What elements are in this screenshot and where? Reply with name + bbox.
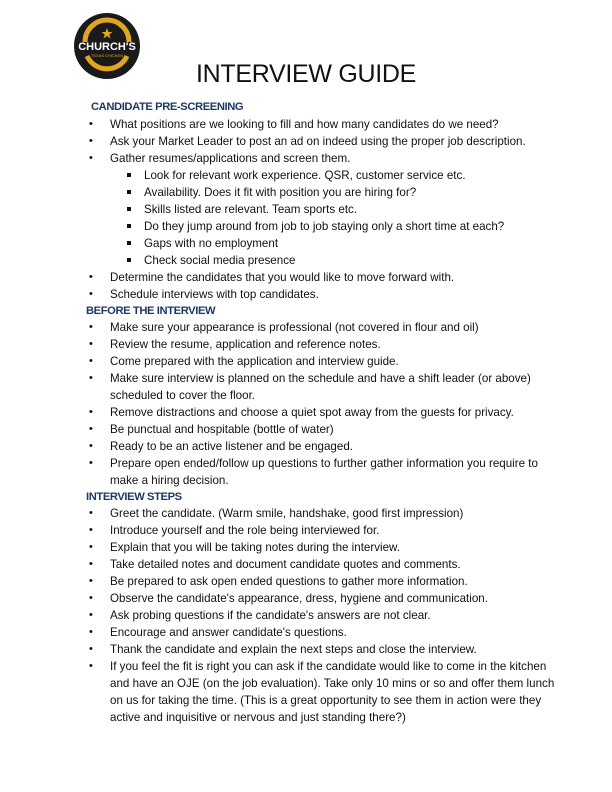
list-item: • Thank the candidate and explain the next steps and close the interview. (86, 641, 556, 658)
logo-brand-text: CHURCH'S (78, 41, 136, 53)
list-item: • Come prepared with the application and interview guide. (86, 353, 556, 370)
list-item: • Ask probing questions if the candidate's answers are not clear. (86, 607, 556, 624)
list-item: • Ask your Market Leader to post an ad on indeed using the proper job description. (86, 133, 556, 150)
list-item: • Schedule interviews with top candidates. (86, 286, 556, 303)
list-item: • Ready to be an active listener and be engaged. (86, 438, 556, 455)
list-item: • Gather resumes/applications and screen them. (86, 150, 556, 167)
logo-tagline-text: TEXAS CHICKEN (90, 53, 124, 58)
pre-screening-list (86, 116, 556, 303)
page-title: INTERVIEW GUIDE (195, 60, 417, 88)
sub-list-item: Gaps with no employment (86, 235, 556, 252)
section-heading-interview-steps: INTERVIEW STEPS (86, 491, 182, 503)
list-item: • Review the resume, application and reference notes. (86, 336, 556, 353)
sub-list-item: Skills listed are relevant. Team sports etc. (86, 201, 556, 218)
sub-list-item: Check social media presence (86, 252, 556, 269)
section-heading-before-interview: BEFORE THE INTERVIEW (86, 305, 216, 317)
list-item: • Observe the candidate's appearance, dress, hygiene and communication. (86, 590, 556, 607)
list-item: • Be prepared to ask open ended questions to gather more information. (86, 573, 556, 590)
list-item: • Remove distractions and choose a quiet spot away from the guests for privacy. (86, 404, 556, 421)
list-item: • Make sure interview is planned on the schedule and have a shift leader (or above) scheduled to cover the floor. (86, 370, 556, 404)
list-item: • If you feel the fit is right you can ask if the candidate would like to come in the kitchen and have an OJE (on the job evaluation). Take only 10 mins or so and offer them lunch on us for taking the time. (This is a great opportunity to see them in action were they active and inquisitive or nervous and just standing there?) (86, 658, 556, 726)
before-interview-list (86, 319, 556, 489)
list-item: • Make sure your appearance is professional (not covered in flour and oil) (86, 319, 556, 336)
list-item: • Explain that you will be taking notes during the interview. (86, 539, 556, 556)
list-item: • Prepare open ended/follow up questions to further gather information you require to make a hiring decision. (86, 455, 556, 489)
sub-list-item: Look for relevant work experience. QSR, customer service etc. (86, 167, 556, 184)
sub-list-item: Do they jump around from job to job staying only a short time at each? (86, 218, 556, 235)
list-item: • Introduce yourself and the role being interviewed for. (86, 522, 556, 539)
list-item: • Take detailed notes and document candidate quotes and comments. (86, 556, 556, 573)
document-body (86, 99, 556, 726)
list-item: • Determine the candidates that you would like to move forward with. (86, 269, 556, 286)
list-item: • Encourage and answer candidate's questions. (86, 624, 556, 641)
sub-list-item: Availability. Does it fit with position you are hiring for? (86, 184, 556, 201)
list-item: • Greet the candidate. (Warm smile, handshake, good first impression) (86, 505, 556, 522)
interview-steps-list (86, 505, 556, 726)
list-item: • Be punctual and hospitable (bottle of water) (86, 421, 556, 438)
section-heading-pre-screening: CANDIDATE PRE-SCREENING (91, 101, 244, 113)
list-item: • What positions are we looking to fill and how many candidates do we need? (86, 116, 556, 133)
